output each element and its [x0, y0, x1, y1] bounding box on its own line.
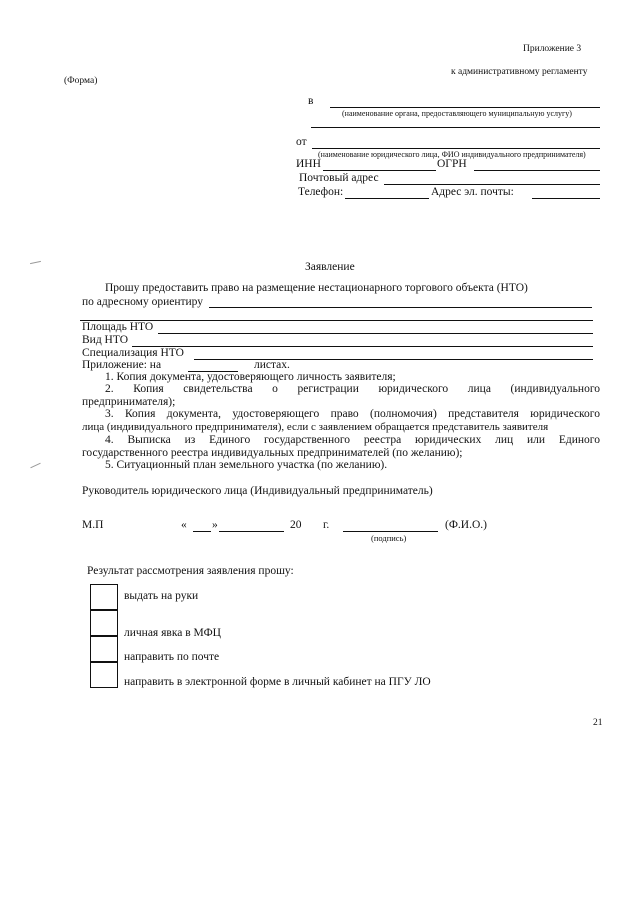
ogrn-label: ОГРН [437, 158, 467, 170]
request-line-2: по адресному ориентиру [82, 296, 204, 308]
appendix-label: Приложение 3 [523, 44, 582, 54]
from-field-line[interactable] [312, 148, 600, 149]
option-mfc-visit: личная явка в МФЦ [124, 627, 221, 639]
attachment-item-4-line-1: 4. Выписка из Единого государственного реестра юридических лиц или Единого [105, 434, 600, 446]
day-field-line[interactable] [193, 531, 211, 532]
type-label: Вид НТО [82, 334, 129, 346]
page-number: 21 [593, 718, 603, 728]
checkbox-mfc-visit[interactable] [90, 610, 118, 636]
attachment-item-1: 1. Копия документа, удостоверяющего личность заявителя; [105, 371, 396, 383]
from-label: от [296, 136, 307, 148]
inn-field-line[interactable] [323, 170, 436, 171]
regulation-label: к административному регламенту [451, 67, 588, 77]
year-prefix: 20 [290, 519, 302, 531]
attachment-item-5: 5. Ситуационный план земельного участка (по желанию). [105, 459, 388, 471]
to-label: в [308, 95, 314, 107]
to-caption: (наименование органа, предоставляющего муниципальную услугу) [342, 109, 572, 118]
attachment-item-2-line-2: предпринимателя); [82, 396, 176, 408]
attachment-item-3-line-2: лица (индивидуального предпринимателя), если с заявлением обращается представитель заявителя [82, 421, 549, 433]
signature-caption: (подпись) [371, 533, 407, 543]
email-field-line[interactable] [532, 198, 600, 199]
attachment-item-4-line-2: государственного реестра индивидуальных предпринимателей (по желанию); [82, 447, 463, 459]
ogrn-field-line[interactable] [474, 170, 600, 171]
from-caption: (наименование юридического лица, ФИО индивидуального предпринимателя) [318, 150, 586, 159]
postal-address-field-line[interactable] [384, 184, 600, 185]
signature-head-label: Руководитель юридического лица (Индивидуальный предприниматель) [82, 485, 433, 497]
stamp-label: М.П [82, 519, 104, 531]
area-field-line[interactable] [158, 333, 593, 334]
type-field-line[interactable] [132, 346, 593, 347]
checkbox-hand-delivery[interactable] [90, 584, 118, 610]
postal-address-label: Почтовый адрес [299, 172, 379, 184]
email-label: Адрес эл. почты: [431, 186, 514, 198]
attachment-prefix: Приложение: на [82, 359, 162, 371]
phone-label: Телефон: [298, 186, 344, 198]
form-label: (Форма) [64, 76, 98, 86]
address-field-line[interactable] [209, 307, 592, 308]
option-by-mail: направить по почте [124, 651, 220, 663]
attachment-item-2-line-1: 2. Копия свидетельства о регистрации юридического лица (индивидуального [105, 383, 600, 395]
checkbox-electronic[interactable] [90, 662, 118, 688]
fio-label: (Ф.И.О.) [445, 519, 487, 531]
month-field-line[interactable] [219, 531, 284, 532]
to-field-line-2[interactable] [311, 127, 600, 128]
attachment-suffix: листах. [254, 359, 290, 371]
date-open-quote: « [181, 519, 187, 531]
year-suffix: г. [323, 519, 330, 531]
inn-label: ИНН [296, 158, 321, 170]
result-prompt: Результат рассмотрения заявления прошу: [87, 565, 294, 577]
request-line-1: Прошу предоставить право на размещение нестационарного торгового объекта (НТО) [105, 282, 528, 294]
phone-field-line[interactable] [345, 198, 429, 199]
attachment-item-3-line-1: 3. Копия документа, удостоверяющего право (полномочия) представителя юридического [105, 408, 600, 420]
option-electronic: направить в электронной форме в личный кабинет на ПГУ ЛО [124, 676, 431, 688]
checkbox-by-mail[interactable] [90, 636, 118, 662]
scan-mark [30, 261, 41, 264]
address-field-line-2[interactable] [80, 320, 593, 321]
document-title: Заявление [305, 261, 355, 273]
signature-field-line[interactable] [343, 531, 438, 532]
option-hand-delivery: выдать на руки [124, 590, 199, 602]
date-close-quote: » [212, 519, 218, 531]
scan-mark [30, 463, 40, 469]
to-field-line[interactable] [330, 107, 600, 108]
specialization-label: Специализация НТО [82, 347, 184, 359]
area-label: Площадь НТО [82, 321, 154, 333]
